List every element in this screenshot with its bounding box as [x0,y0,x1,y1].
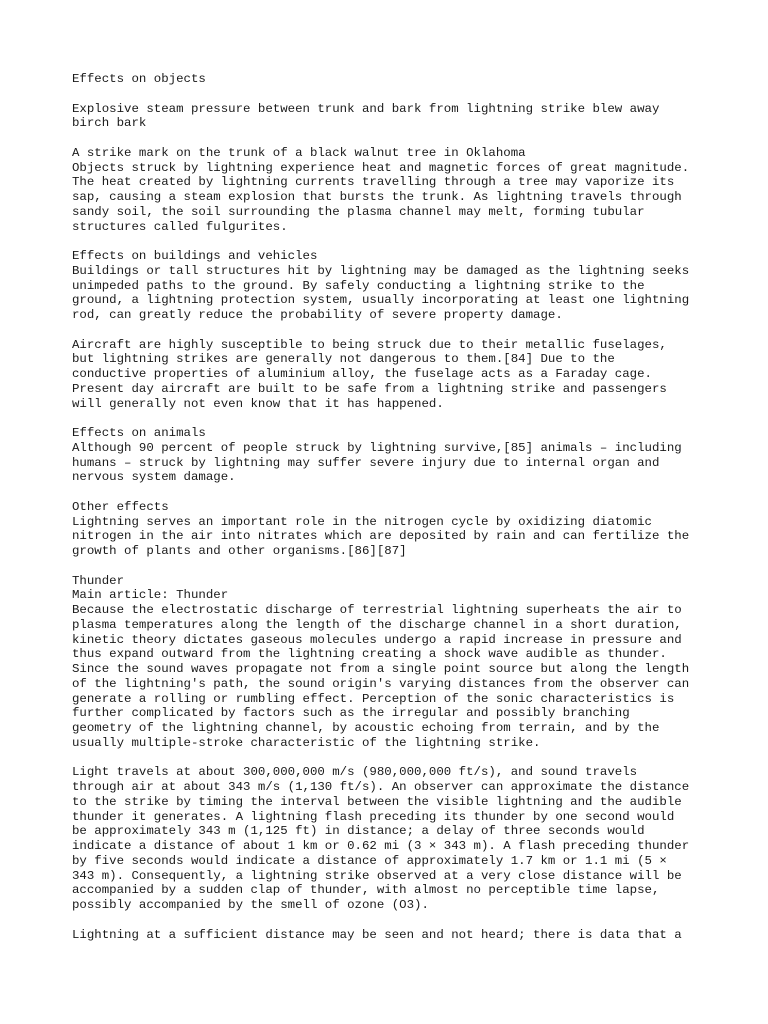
text-line: will generally not even know that it has happened. [72,396,444,411]
text-line: birch bark [72,116,147,131]
text-line: be approximately 343 m (1,125 ft) in distance; a delay of three seconds would [72,824,645,839]
text-line: thunder it generates. A lightning flash preceding its thunder by one second would [72,809,675,824]
text-line: conductive properties of aluminium alloy, the fuselage acts as a Faraday cage. [72,367,652,381]
text-line: usually multiple-stroke characteristic of the lightning strike. [72,735,541,750]
text-line: indicate a distance of about 1 km or 0.62 mi (3 × 343 m). A flash preceding thunder [72,839,690,853]
text-line: Since the sound waves propagate not from a single point source but along the length [72,662,690,676]
text-line: Objects struck by lightning experience heat and magnetic forces of great magnitude. [72,160,690,175]
blank-line [72,234,712,249]
blank-line [72,485,712,500]
blank-line [72,559,712,574]
text-line: Aircraft are highly susceptible to being struck due to their metallic fuselages, [72,337,667,352]
text-line: Lightning at a sufficient distance may be seen and not heard; there is data that a [72,927,682,942]
text-line: Because the electrostatic discharge of terrestrial lightning superheats the air to [72,603,682,617]
text-line: Thunder [72,573,125,588]
text-line: geometry of the lightning channel, by acoustic echoing from terrain, and by the [72,721,660,735]
blank-line [72,411,712,426]
text-line: 343 m). Consequently, a lightning strike observed at a very close distance will be [72,868,682,883]
text-line: Lightning serves an important role in the nitrogen cycle by oxidizing diatomic [72,514,652,529]
text-line: Effects on buildings and vehicles [72,249,318,263]
document-page [72,72,712,942]
text-line: Present day aircraft are built to be safe from a lightning strike and passengers [72,381,667,396]
blank-line [72,87,712,102]
text-line: The heat created by lightning currents travelling through a tree may vaporize its [72,175,675,190]
text-line: Main article: Thunder [72,588,229,603]
blank-line [72,131,712,146]
text-line: rod, can greatly reduce the probability of severe property damage. [72,308,563,322]
text-line: thus expand outward from the lightning creating a shock wave audible as thunder. [72,647,667,662]
text-line: sap, causing a steam explosion that bursts the trunk. As lightning travels through [72,190,682,204]
text-line: Explosive steam pressure between trunk and bark from lightning strike blew away [72,101,660,116]
text-line: but lightning strikes are generally not dangerous to them.[84] Due to the [72,352,615,367]
text-line: nervous system damage. [72,470,236,485]
text-line: Effects on objects [72,72,206,86]
text-line: possibly accompanied by the smell of ozone (O3). [72,898,429,912]
text-line: Effects on animals [72,426,206,440]
text-line: ground, a lightning protection system, usually incorporating at least one lightning [72,293,690,308]
text-line: Other effects [72,499,169,514]
text-line: through air at about 343 m/s (1,130 ft/s). An observer can approximate the distance [72,780,690,794]
text-line: unimpeded paths to the ground. By safely conducting a lightning strike to the [72,278,645,293]
text-line: kinetic theory dictates gaseous molecules undergo a rapid increase in pressure and [72,632,682,647]
text-line: growth of plants and other organisms.[86][87] [72,544,407,558]
text-line: plasma temperatures along the length of the discharge channel in a short duration, [72,617,682,632]
text-line: of the lightning's path, the sound origin's varying distances from the observer can [72,676,690,691]
text-line: Although 90 percent of people struck by lightning survive,[85] animals – including [72,440,682,455]
text-line: accompanied by a sudden clap of thunder, with almost no perceptible time lapse, [72,883,660,898]
text-line: generate a rolling or rumbling effect. Perception of the sonic characteristics is [72,691,675,706]
text-line: A strike mark on the trunk of a black walnut tree in Oklahoma [72,145,526,160]
blank-line [72,751,712,766]
text-line: nitrogen in the air into nitrates which are deposited by rain and can fertilize the [72,529,690,544]
text-line: humans – struck by lightning may suffer severe injury due to internal organ and [72,455,660,470]
text-line: Light travels at about 300,000,000 m/s (980,000,000 ft/s), and sound travels [72,765,638,780]
text-line: sandy soil, the soil surrounding the plasma channel may melt, forming tubular [72,204,645,219]
text-line: to the strike by timing the interval between the visible lightning and the audible [72,794,682,809]
text-line: by five seconds would indicate a distance of approximately 1.7 km or 1.1 mi (5 × [72,853,667,868]
text-line: structures called fulgurites. [72,219,288,234]
text-line: further complicated by factors such as the irregular and possibly branching [72,706,630,721]
blank-line [72,323,712,338]
blank-line [72,913,712,928]
text-line: Buildings or tall structures hit by lightning may be damaged as the lightning seeks [72,263,690,278]
